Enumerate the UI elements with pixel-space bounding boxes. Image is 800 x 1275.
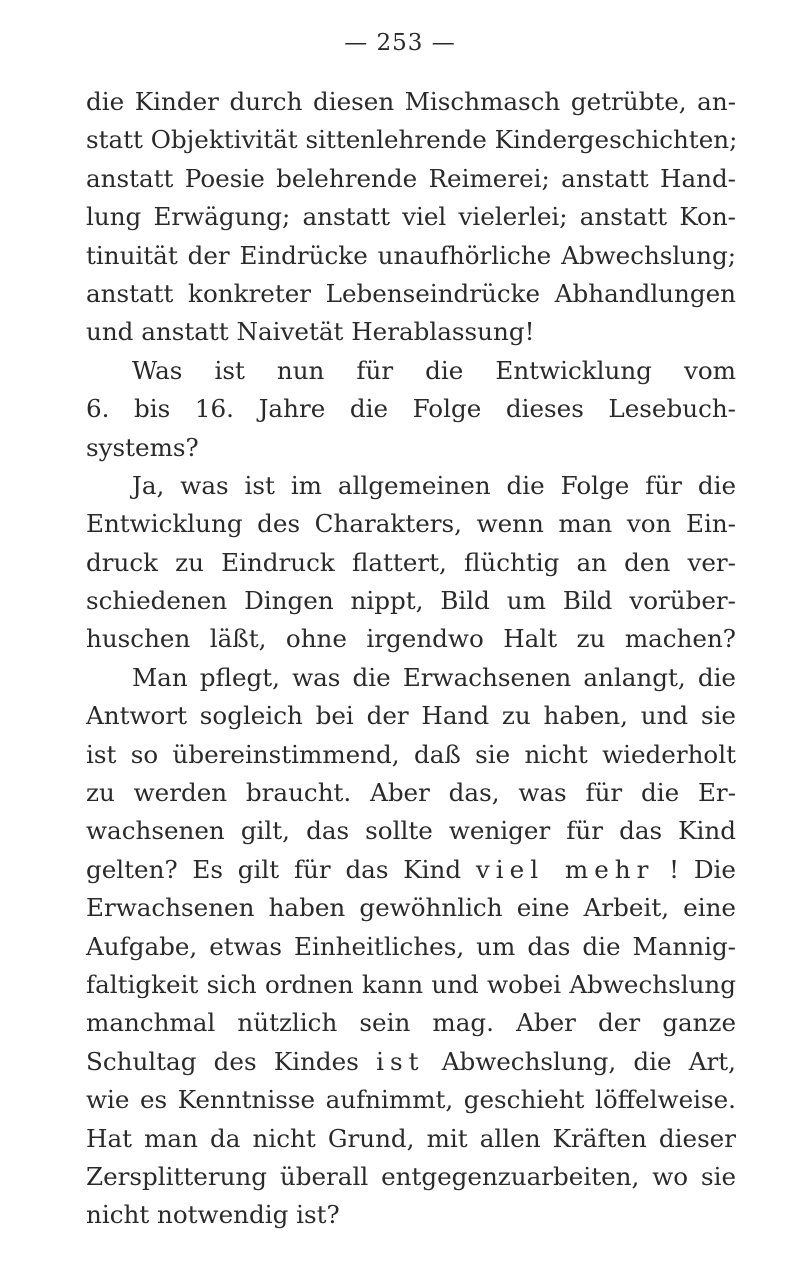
text-line: manchmal nützlich sein mag. Aber der ganze (86, 1008, 736, 1038)
page-number: — 253 — (344, 30, 456, 56)
text-line: Was ist nun für die Entwicklung vom (132, 355, 736, 385)
text-line: anstatt Poesie belehrende Reimerei; anstatt Hand- (86, 163, 736, 193)
text-line: die Kinder durch diesen Mischmasch getrübte, an- (86, 87, 736, 116)
text-line: anstatt konkreter Lebenseindrücke Abhandlungen (86, 278, 736, 308)
text-line: lung Erwägung; anstatt viel vielerlei; anstatt Kon- (86, 202, 736, 232)
text-line: 6. bis 16. Jahre die Folge dieses Lesebuch- (86, 394, 736, 424)
text-line: Aufgabe, etwas Einheitliches, um das die Mannig- (86, 931, 736, 961)
text-fragment: gelten? Es gilt für das Kind (86, 854, 462, 884)
text-line: schiedenen Dingen nippt, Bild um Bild vorüber- (86, 586, 736, 616)
text-line: zu werden braucht. Aber das, was für die Er- (86, 778, 736, 808)
text-line: Antwort sogleich bei der Hand zu haben, und sie (86, 701, 736, 731)
text-line: Erwachsenen haben gewöhnlich eine Arbeit, eine (86, 893, 736, 923)
text-line: tinuität der Eindrücke unaufhörliche Abwechslung; (86, 240, 736, 270)
text-line: Hat man da nicht Grund, mit allen Kräften dieser (86, 1123, 736, 1153)
text-line: systems? (86, 432, 199, 462)
text-line: Entwicklung des Charakters, wenn man von Ein- (86, 509, 736, 539)
text-line: Ja, was ist im allgemeinen die Folge für die (132, 470, 736, 500)
text-line: Man pflegt, was die Erwachsenen anlangt, die (132, 662, 736, 692)
emphasis-spaced: ist (376, 1046, 425, 1076)
text-fragment: Abwechslung, die Art, (441, 1046, 736, 1076)
text-fragment: Schultag des Kindes (86, 1046, 359, 1076)
text-line: faltigkeit sich ordnen kann und wobei Abwechslung (86, 969, 736, 999)
text-fragment: ! Die (669, 854, 736, 884)
text-line (86, 851, 736, 889)
text-line: ist so übereinstimmend, daß sie nicht wiederholt (86, 739, 736, 769)
text-line: und anstatt Naivetät Herablassung! (86, 317, 535, 347)
text-line: statt Objektivität sittenlehrende Kindergeschichten; (86, 125, 738, 155)
text-line: wachsenen gilt, das sollte weniger für das Kind (86, 816, 736, 846)
body-text (86, 83, 736, 1235)
emphasis-spaced: viel mehr (475, 854, 655, 884)
text-line: Zersplitterung überall entgegenzuarbeiten, wo sie (86, 1161, 736, 1191)
text-line: wie es Kenntnisse aufnimmt, geschieht löffelweise. (86, 1085, 736, 1115)
text-line: nicht notwendig ist? (86, 1200, 340, 1230)
text-line: druck zu Eindruck flattert, flüchtig an den ver- (86, 547, 736, 577)
text-line: huschen läßt, ohne irgendwo Halt zu machen? (86, 624, 736, 654)
text-line (86, 1043, 736, 1081)
